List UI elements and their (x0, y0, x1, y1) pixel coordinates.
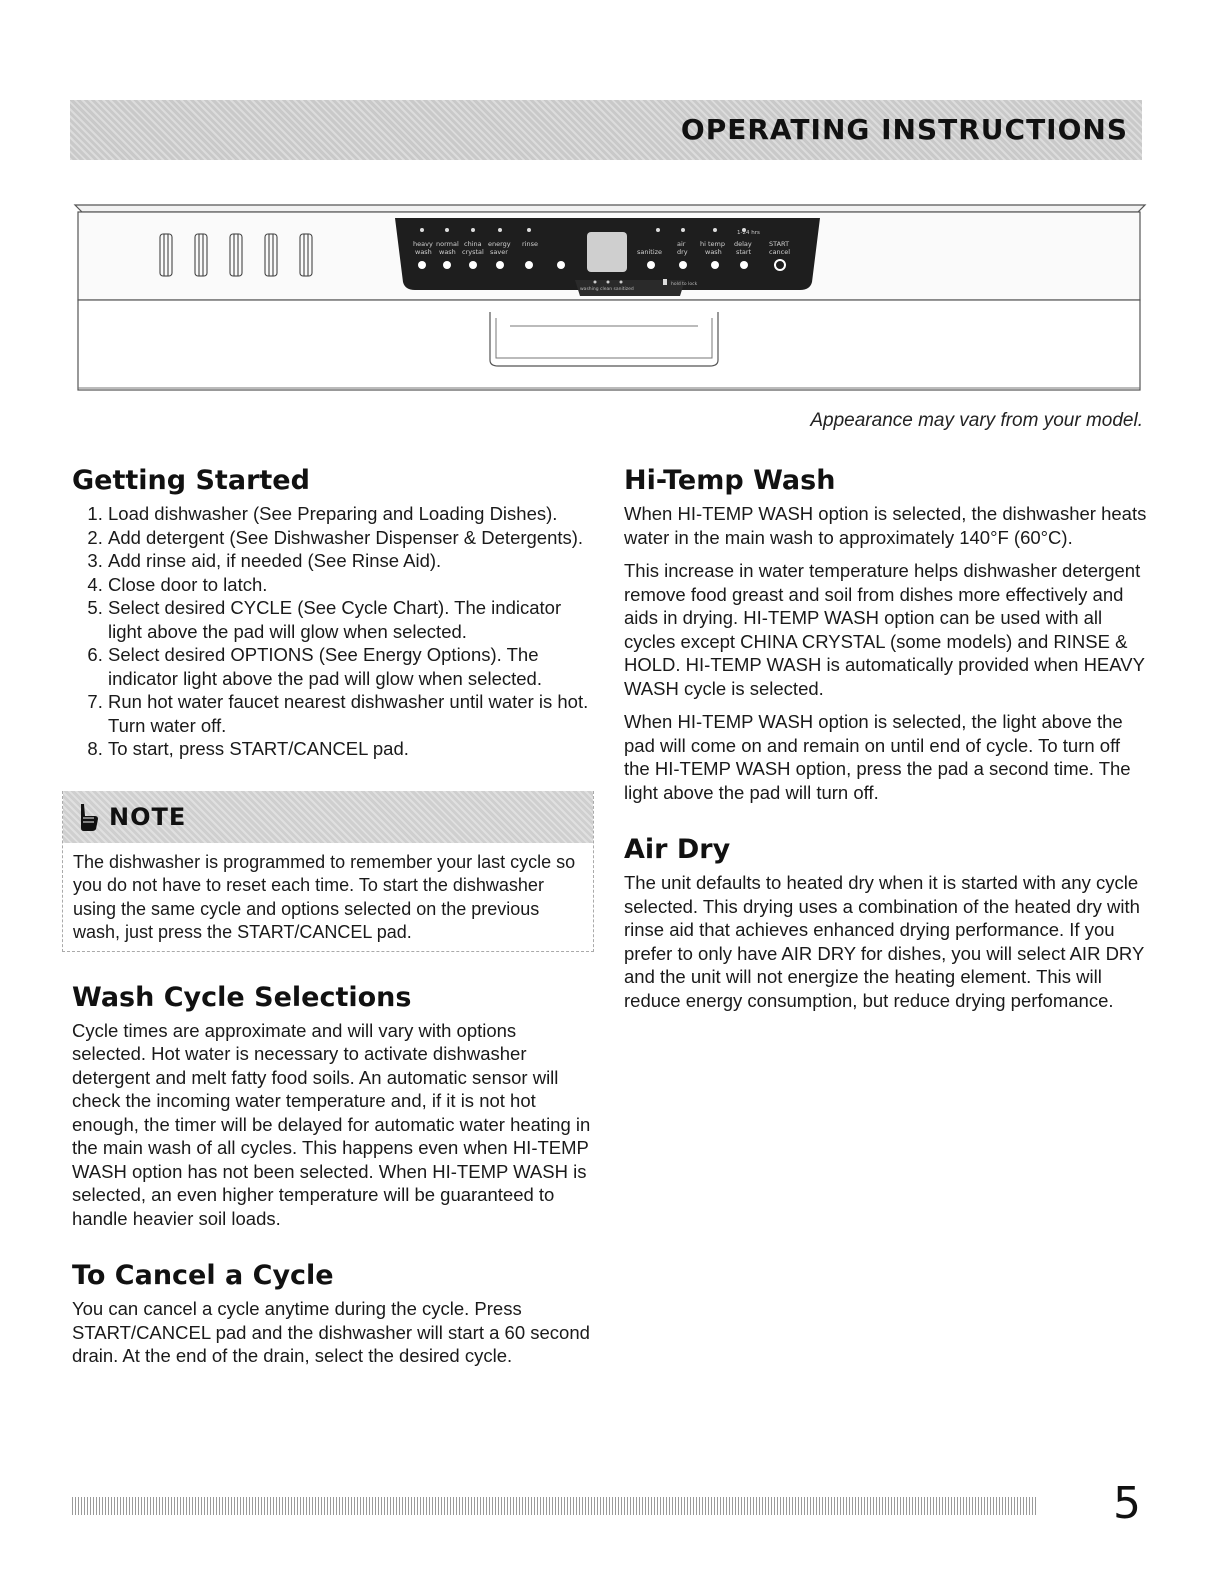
step-8: 8. To start, press START/CANCEL pad. (108, 737, 592, 761)
step-3: 3. Add rinse aid, if needed (See Rinse Aid). (108, 549, 592, 573)
svg-text:dry: dry (677, 248, 688, 256)
air-dry-heading: Air Dry (624, 834, 731, 865)
svg-text:sanitize: sanitize (637, 248, 663, 256)
svg-text:start: start (736, 248, 752, 256)
svg-text:washing clean sanitized: washing clean sanitized (580, 287, 634, 292)
svg-text:heavy: heavy (413, 240, 433, 248)
svg-text:hold to lock: hold to lock (671, 282, 698, 287)
cancel-cycle-text: You can cancel a cycle anytime during the cycle. Press START/CANCEL pad and the dishwasher will start a 60 second drain. At the end of the drain, select the desired cycle. (72, 1298, 590, 1366)
svg-text:hi temp: hi temp (700, 240, 725, 248)
step-2: 2. Add detergent (See Dishwasher Dispenser & Detergents). (108, 526, 592, 550)
page-number: 5 (1113, 1478, 1141, 1529)
svg-text:normal: normal (436, 240, 459, 248)
svg-text:energy: energy (488, 240, 511, 248)
hi-temp-paragraph-1: When HI-TEMP WASH option is selected, the dishwasher heats water in the main wash to approximately 140°F (60°C). (624, 503, 1147, 548)
wash-cycle-section (72, 982, 592, 1231)
section-banner (70, 100, 1142, 160)
dishwasher-panel-illustration (70, 190, 1150, 405)
note-body: The dishwasher is programmed to remember your last cycle so you do not have to reset each time. To start the dishwasher using the same cycle and options selected on the previous wash, just press the START/CANCEL pad. (73, 851, 576, 942)
step-6: 6. Select desired OPTIONS (See Energy Options). The indicator light above the pad will glow when selected. (108, 643, 592, 690)
svg-text:wash: wash (415, 248, 432, 256)
wash-cycle-heading: Wash Cycle Selections (72, 981, 412, 1013)
svg-text:air: air (677, 240, 686, 248)
svg-text:wash: wash (705, 248, 722, 256)
svg-text:rinse: rinse (522, 240, 538, 248)
svg-text:wash: wash (439, 248, 456, 256)
wash-cycle-text: Cycle times are approximate and will vary with options selected. Hot water is necessary to activate dishwasher detergent and melt fatty food soils. An automatic sensor will check the incoming water temperature and, if it is not hot enough, the timer will be delayed for automatic water heating in the main wash of all cycles. This happens even when HI-TEMP WASH option has not been selected. When HI-TEMP WASH is selected, an even higher temperature will be guaranteed to handle heavier soil loads. (72, 1019, 591, 1229)
svg-text:1-24 hrs: 1-24 hrs (737, 230, 760, 236)
cancel-cycle-section (72, 1260, 592, 1368)
svg-text:cancel: cancel (769, 248, 791, 256)
dishwasher-panel-drawing (70, 190, 1150, 405)
air-dry-section (624, 834, 1149, 1012)
svg-text:saver: saver (490, 248, 508, 256)
cancel-cycle-heading: To Cancel a Cycle (72, 1260, 334, 1291)
svg-text:crystal: crystal (462, 248, 484, 256)
air-dry-text: The unit defaults to heated dry when it is started with any cycle selected. This drying uses a combination of the heated dry with rinse aid that achieves enhanced drying performance. If you prefer to only have AIR DRY for dishes, you will select AIR DRY and the unit will not energize the heating element. This will reduce energy consumption, but reduce drying perfomance. (624, 872, 1144, 1011)
model-disclaimer-caption: Appearance may vary from your model. (810, 410, 1143, 431)
note-title: NOTE (109, 802, 187, 831)
banner-title: OPERATING INSTRUCTIONS (680, 113, 1128, 146)
hi-temp-heading: Hi-Temp Wash (624, 465, 836, 496)
svg-text:START: START (769, 240, 790, 248)
pointing-hand-icon (77, 802, 99, 832)
note-box (62, 791, 594, 952)
step-4: 4. Close door to latch. (108, 573, 592, 597)
getting-started-steps (72, 502, 592, 761)
hi-temp-paragraph-2: This increase in water temperature helps dishwasher detergent remove food greast and soil from dishes more effectively and aids in drying. HI-TEMP WASH option can be used with all cycles except CHINA CRYSTAL (some models) and RINSE & HOLD. HI-TEMP WASH is automatically provided when HEAVY WASH cycle is selected. (624, 560, 1145, 699)
step-1: 1. Load dishwasher (See Preparing and Loading Dishes). (108, 502, 592, 526)
svg-text:delay: delay (734, 240, 752, 248)
note-header (63, 791, 593, 843)
step-5: 5. Select desired CYCLE (See Cycle Chart). The indicator light above the pad will glow when selected. (108, 596, 592, 643)
getting-started-heading: Getting Started (72, 465, 310, 496)
footer-bar (72, 1497, 1037, 1515)
svg-text:china: china (464, 240, 482, 248)
step-7: 7. Run hot water faucet nearest dishwasher until water is hot. Turn water off. (108, 690, 592, 737)
hi-temp-paragraph-3: When HI-TEMP WASH option is selected, the light above the pad will come on and remain on until end of cycle. To turn off the HI-TEMP WASH option, press the pad a second time. The light above the pad will turn off. (624, 711, 1131, 803)
left-column (72, 465, 592, 1378)
right-column (624, 465, 1149, 1022)
